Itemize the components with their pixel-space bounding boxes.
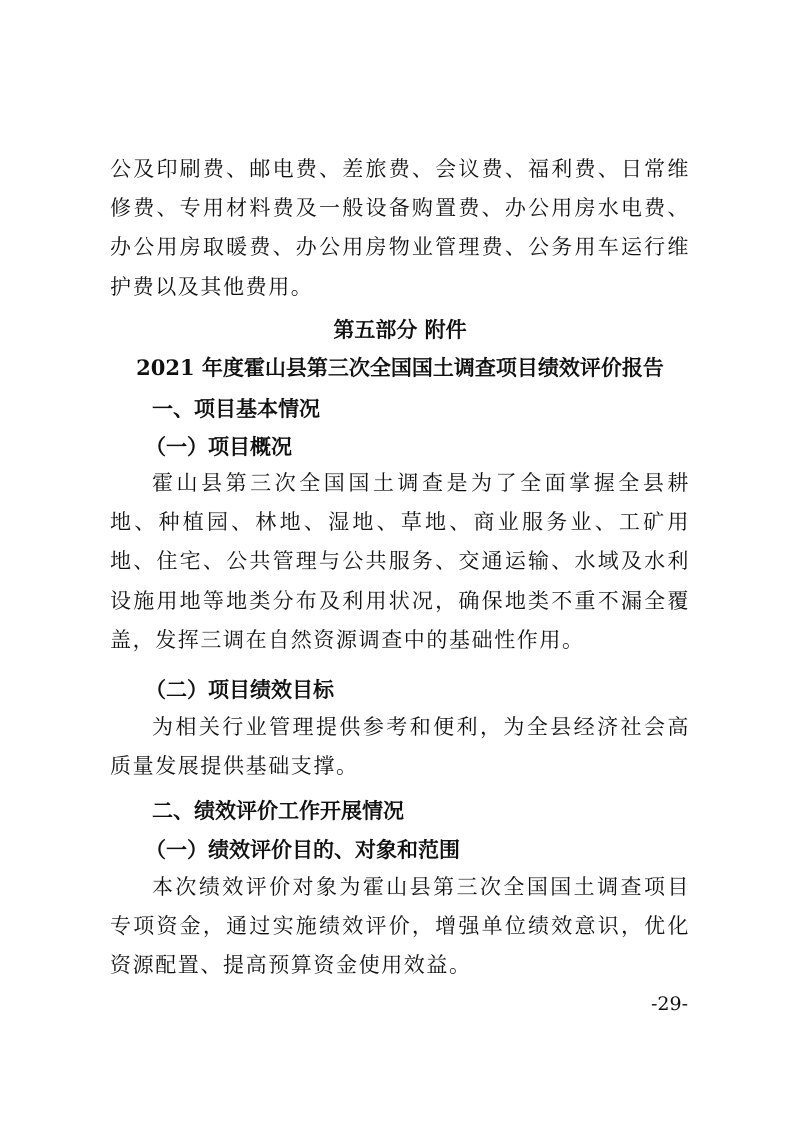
section1-sub1-body: 霍山县第三次全国国土调查是为了全面掌握全县耕地、种植园、林地、湿地、草地、商业服务业、工矿用地、住宅、公共管理与公共服务、交通运输、水域及水利设施用地等地类分布及利用状况，确保地类不重不漏全覆盖，发挥三调在自然资源调查中的基础性作用。 [110, 471, 690, 652]
section1-heading: 一、项目基本情况 [152, 396, 320, 421]
part-title: 第五部分 附件 [333, 317, 467, 342]
intro-paragraph-block [110, 150, 690, 307]
section2-sub1-body-block [110, 868, 690, 986]
section2-sub1-heading: （一）绩效评价目的、对象和范围 [145, 837, 460, 862]
section2-sub1-body: 本次绩效评价对象为霍山县第三次全国国土调查项目专项资金，通过实施绩效评价，增强单位绩效意识，优化资源配置、提高预算资金使用效益。 [110, 875, 690, 978]
section1-sub2-body: 为相关行业管理提供参考和便利，为全县经济社会高质量发展提供基础支撑。 [110, 715, 690, 779]
intro-paragraph: 公及印刷费、邮电费、差旅费、会议费、福利费、日常维修费、专用材料费及一般设备购置费、办公用房水电费、办公用房取暖费、办公用房物业管理费、公务用车运行维护费以及其他费用。 [110, 157, 690, 299]
section1-sub1-body-block [110, 464, 690, 660]
page-number: -29- [650, 993, 688, 1015]
section2-heading: 二、绩效评价工作开展情况 [152, 798, 404, 823]
section1-sub1-heading: （一）项目概况 [145, 434, 292, 459]
report-title: 2021 年度霍山县第三次全国国土调查项目绩效评价报告 [136, 355, 664, 380]
section1-sub2-heading: （二）项目绩效目标 [145, 677, 334, 702]
section1-sub2-body-block [110, 708, 690, 786]
